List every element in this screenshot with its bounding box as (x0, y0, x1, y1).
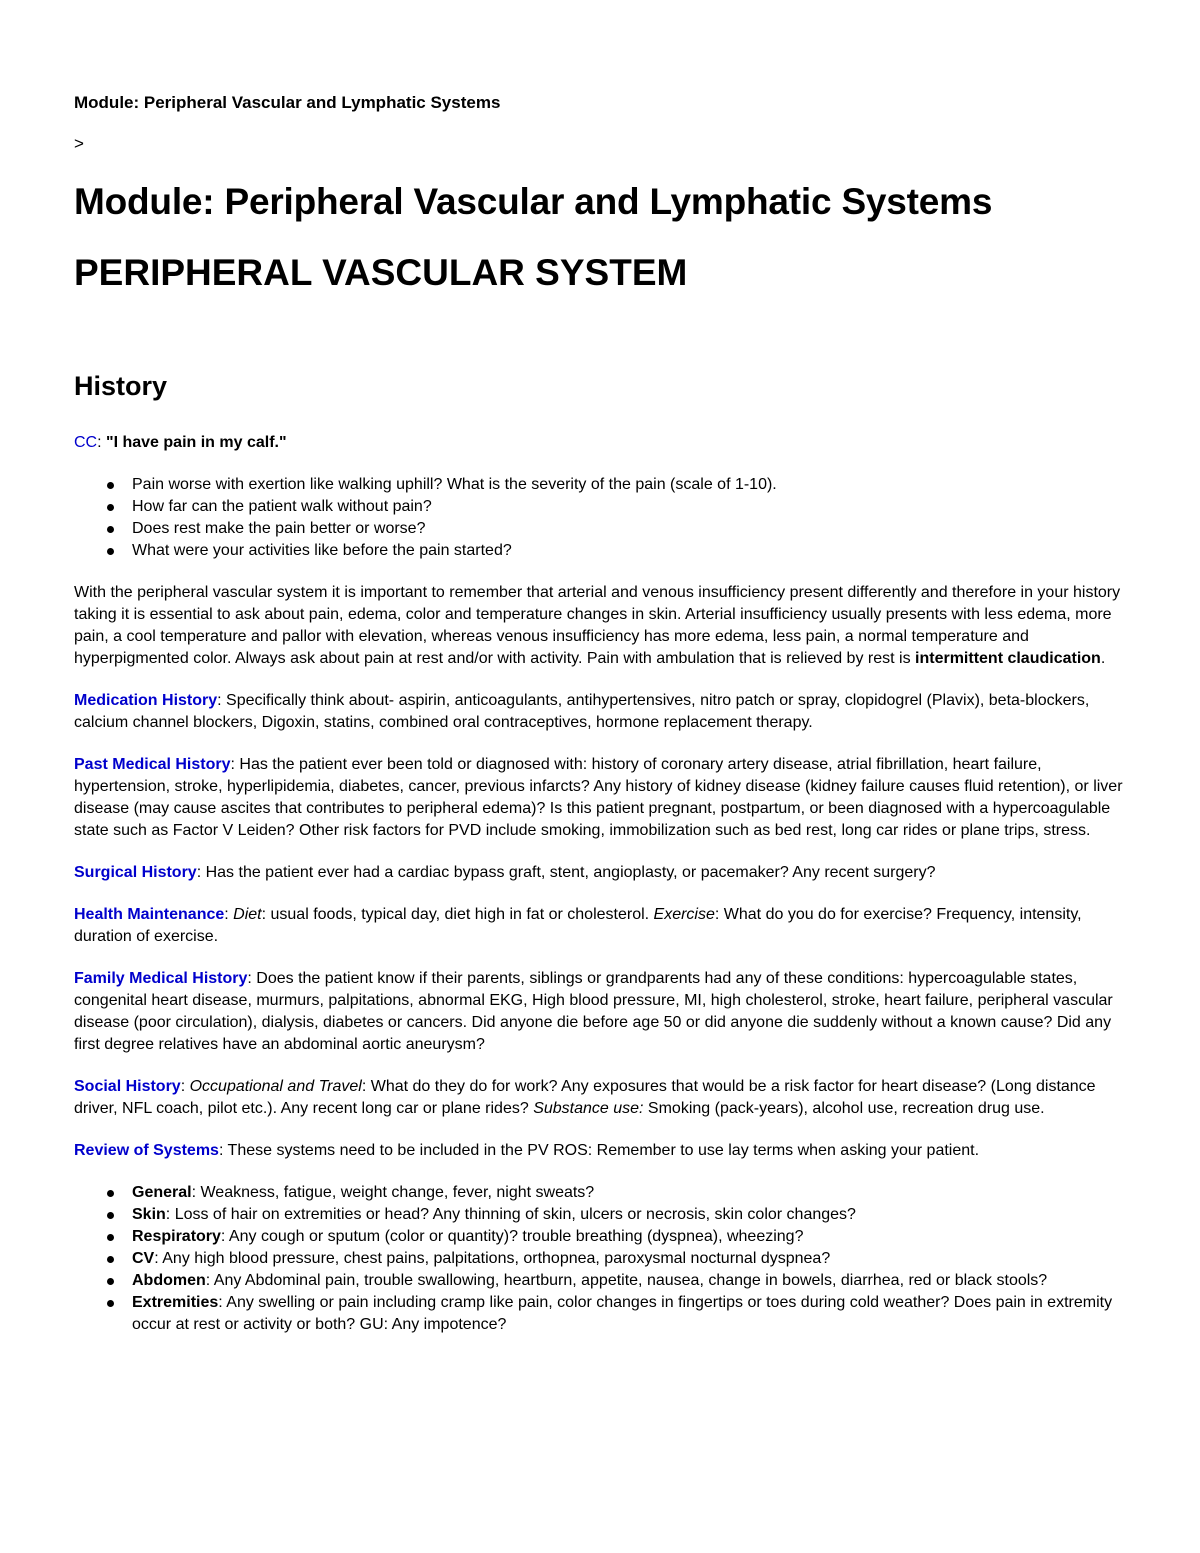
cc-question-list (74, 474, 1130, 562)
social-history-colon: : (180, 1078, 190, 1095)
review-of-systems-text: : These systems need to be included in the PV ROS: Remember to use lay terms when asking your patient. (218, 1142, 980, 1159)
bullet-icon (107, 526, 114, 533)
list-item (132, 496, 1130, 518)
family-medical-history-label: Family Medical History (74, 970, 248, 987)
past-medical-history-label: Past Medical History (74, 756, 231, 773)
list-item (132, 518, 1130, 540)
ros-text: : Any high blood pressure, chest pains, palpitations, orthopnea, paroxysmal nocturnal dyspnea? (154, 1250, 831, 1267)
ros-term: Abdomen (132, 1272, 206, 1289)
surgical-history-text: : Has the patient ever had a cardiac bypass graft, stent, angioplasty, or pacemaker? Any recent surgery? (196, 864, 936, 881)
module-title-small: Module: Peripheral Vascular and Lymphatic Systems (74, 93, 501, 112)
intro-end: . (1100, 650, 1106, 667)
family-medical-history-text: : Does the patient know if their parents, siblings or grandparents had any of these conditions: hypercoagulable states, congenital heart disease, murmurs, palpitations, abnormal EKG, High blood pressure, MI, high cholesterol, stroke, heart failure, peripheral vascular disease (poor circulation), dialysis, diabetes or cancers. Did anyone die before age 50 or did anyone die suddenly without a known cause? Did any first degree relatives have an abdominal aortic aneurysm? (74, 970, 1113, 1053)
review-of-systems-label: Review of Systems (74, 1142, 219, 1159)
list-item (132, 540, 1130, 562)
medication-history-text: : Specifically think about- aspirin, anticoagulants, antihypertensives, nitro patch or spray, clopidogrel (Plavix), beta-blockers, calcium channel blockers, Digoxin, statins, combined oral contraceptives, hormone replacement therapy. (74, 692, 1090, 731)
past-medical-history (74, 754, 1130, 842)
ros-term: CV (132, 1250, 155, 1267)
ros-text: : Weakness, fatigue, weight change, fever, night sweats? (191, 1184, 595, 1201)
list-item-text: How far can the patient walk without pain? (132, 498, 432, 515)
ros-text: : Any cough or sputum (color or quantity)? trouble breathing (dyspnea), wheezing? (220, 1228, 804, 1245)
occupational-label: Occupational and Travel (189, 1078, 362, 1095)
bullet-icon (107, 504, 114, 511)
bullet-icon (107, 548, 114, 555)
history-heading: History (74, 371, 168, 401)
intro-text: With the peripheral vascular system it is important to remember that arterial and venous insufficiency present differently and therefore in your history taking it is essential to ask about pain, edema, color and temperature changes in skin. Arterial insufficiency usually presents with less edema, more pain, a cool temperature and pallor with elevation, whereas venous insufficiency has more edema, less pain, a normal temperature and hyperpigmented color. Always ask about pain at rest and/or with activity. Pain with ambulation that is relieved by rest is (74, 584, 1121, 667)
substance-use-text: Smoking (pack-years), alcohol use, recreation drug use. (643, 1100, 1045, 1117)
bullet-icon (107, 482, 114, 489)
bullet-icon (107, 1256, 114, 1263)
section-title: PERIPHERAL VASCULAR SYSTEM (74, 252, 688, 293)
list-item (132, 1226, 1130, 1248)
substance-use-label: Substance use: (533, 1100, 644, 1117)
health-maintenance (74, 904, 1130, 948)
list-item-text: What were your activities like before the pain started? (132, 542, 512, 559)
past-medical-history-text: : Has the patient ever been told or diagnosed with: history of coronary artery disease, atrial fibrillation, heart failure, hypertension, stroke, hyperlipidemia, diabetes, cancer, previous infarcts? Any history of kidney disease (kidney failure causes fluid retention), or liver disease (may cause ascites that contributes to peripheral edema)? Is this patient pregnant, postpartum, or been diagnosed with a hypercoagulable state such as Factor V Leiden? Other risk factors for PVD include smoking, immobilization such as bed rest, long car rides or plane trips, stress. (74, 756, 1123, 839)
chief-complaint (74, 432, 1130, 454)
ros-text: : Any swelling or pain including cramp like pain, color changes in fingertips or toes during cold weather? Does pain in extremity occur at rest or activity or both? GU: Any impotence? (132, 1294, 1113, 1333)
cc-colon: : (97, 434, 106, 451)
health-maintenance-label: Health Maintenance (74, 906, 225, 923)
intermittent-claudication: intermittent claudication (915, 650, 1101, 667)
occupational-text: : What do they do for work? Any exposures that would be a risk factor for heart disease? (Long distance driver, NFL coach, pilot etc.). Any recent long car or plane rides? (74, 1078, 1096, 1117)
exercise-label: Exercise (653, 906, 715, 923)
surgical-history (74, 862, 1130, 884)
family-medical-history (74, 968, 1130, 1056)
page-title: Module: Peripheral Vascular and Lymphatic Systems (74, 181, 993, 222)
bullet-icon (107, 1300, 114, 1307)
list-item-text: Pain worse with exertion like walking uphill? What is the severity of the pain (scale of 1-10). (132, 476, 777, 493)
exercise-text: : What do you do for exercise? Frequency, intensity, duration of exercise. (74, 906, 1082, 945)
list-item (132, 474, 1130, 496)
social-history (74, 1076, 1130, 1120)
medication-history-label: Medication History (74, 692, 218, 709)
bullet-icon (107, 1212, 114, 1219)
ros-term: Respiratory (132, 1228, 221, 1245)
breadcrumb-separator: > (74, 134, 84, 153)
ros-term: Extremities (132, 1294, 219, 1311)
health-maintenance-colon: : (224, 906, 234, 923)
list-item (132, 1248, 1130, 1270)
cc-label: CC (74, 434, 98, 451)
diet-text: : usual foods, typical day, diet high in fat or cholesterol. (261, 906, 654, 923)
ros-text: : Loss of hair on extremities or head? Any thinning of skin, ulcers or necrosis, skin color changes? (165, 1206, 856, 1223)
list-item (132, 1204, 1130, 1226)
ros-list (74, 1182, 1130, 1336)
bullet-icon (107, 1278, 114, 1285)
ros-term: General (132, 1184, 192, 1201)
bullet-icon (107, 1234, 114, 1241)
diet-label: Diet (233, 906, 262, 923)
social-history-label: Social History (74, 1078, 181, 1095)
list-item (132, 1270, 1130, 1292)
intro-paragraph (74, 582, 1130, 670)
medication-history (74, 690, 1130, 734)
list-item (132, 1182, 1130, 1204)
list-item-text: Does rest make the pain better or worse? (132, 520, 426, 537)
history-content (74, 432, 1130, 1356)
bullet-icon (107, 1190, 114, 1197)
ros-text: : Any Abdominal pain, trouble swallowing, heartburn, appetite, nausea, change in bowels, diarrhea, red or black stools? (205, 1272, 1048, 1289)
ros-term: Skin (132, 1206, 166, 1223)
surgical-history-label: Surgical History (74, 864, 197, 881)
review-of-systems (74, 1140, 1130, 1162)
cc-quote: "I have pain in my calf." (106, 434, 287, 451)
list-item (132, 1292, 1130, 1336)
